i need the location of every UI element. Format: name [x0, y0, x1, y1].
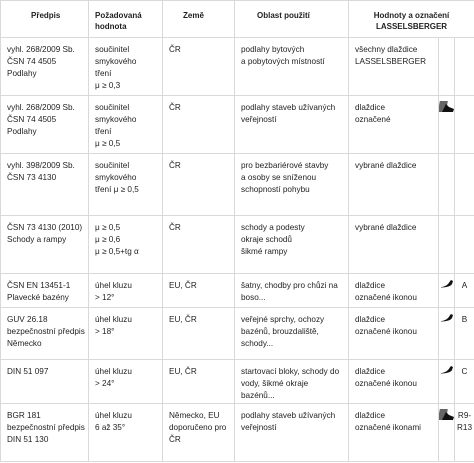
- table-row: [1, 96, 474, 154]
- cell-hodnoty: [349, 404, 439, 462]
- cell-predpis: [1, 308, 89, 360]
- cell-icon: [439, 38, 455, 96]
- cell-text: dlaždice označené ikonou: [355, 281, 417, 302]
- cell-hodnota: [89, 404, 163, 462]
- cell-text: dlaždice označené ikonou: [355, 315, 417, 336]
- cell-text: vyhl. 268/2009 Sb. ČSN 74 4505 Podlahy: [7, 45, 75, 78]
- cell-text: μ ≥ 0,5 μ ≥ 0,6 μ ≥ 0,5+tg α: [95, 223, 139, 256]
- cell-text: vybrané dlaždice: [355, 161, 417, 170]
- cell-text: veřejné sprchy, ochozy bazénů, brouzdaliště, schody...: [241, 315, 325, 348]
- cell-hodnota: [89, 154, 163, 216]
- class-label: C: [461, 367, 468, 376]
- foot-icon: [440, 367, 454, 376]
- cell-hodnoty: [349, 38, 439, 96]
- cell-icon: [439, 308, 455, 360]
- cell-text: součinitel smykového tření μ ≥ 0,3: [95, 45, 137, 90]
- shoe-tile-icon: [439, 107, 455, 116]
- class-label: R9- R13: [456, 411, 473, 432]
- cell-text: dlaždice označené ikonami: [355, 411, 421, 432]
- cell-predpis: [1, 38, 89, 96]
- cell-hodnoty: [349, 274, 439, 308]
- cell-icon: [439, 216, 455, 274]
- table-row: [1, 308, 474, 360]
- cell-zeme: [163, 360, 235, 404]
- cell-text: vyhl. 268/2009 Sb. ČSN 74 4505 Podlahy: [7, 103, 75, 136]
- cell-text: vyhl. 398/2009 Sb. ČSN 73 4130: [7, 161, 75, 182]
- cell-text: EU, ČR: [169, 315, 197, 324]
- cell-text: dlaždice označené: [355, 103, 391, 124]
- cell-text: podlahy staveb užívaných veřejností: [241, 411, 336, 432]
- cell-icon: [439, 96, 455, 154]
- header-predpis: Předpis: [1, 1, 89, 38]
- shoe-icon: [439, 415, 455, 424]
- cell-hodnota: [89, 274, 163, 308]
- cell-oblast: [235, 216, 349, 274]
- cell-text: ČR: [169, 161, 181, 170]
- cell-predpis: [1, 154, 89, 216]
- cell-oblast: [235, 360, 349, 404]
- cell-zeme: [163, 38, 235, 96]
- table-row: [1, 404, 474, 462]
- cell-oblast: [235, 274, 349, 308]
- header-zeme: Země: [163, 1, 235, 38]
- header-row: [1, 1, 474, 38]
- cell-text: GUV 26.18 bezpečnostní předpis Německo: [7, 315, 85, 348]
- cell-hodnoty: [349, 308, 439, 360]
- class-label: B: [461, 315, 468, 324]
- cell-trida: [455, 404, 474, 462]
- cell-text: dlaždice označené ikonou: [355, 367, 417, 388]
- cell-oblast: [235, 404, 349, 462]
- cell-text: vybrané dlaždice: [355, 223, 417, 232]
- class-label: A: [461, 281, 468, 290]
- table-row: [1, 360, 474, 404]
- cell-trida: [455, 96, 474, 154]
- cell-text: podlahy bytových a pobytových místností: [241, 45, 325, 66]
- cell-hodnota: [89, 360, 163, 404]
- cell-predpis: [1, 274, 89, 308]
- cell-oblast: [235, 308, 349, 360]
- class-label: [455, 216, 474, 222]
- cell-hodnoty: [349, 216, 439, 274]
- cell-text: ČR: [169, 223, 181, 232]
- cell-text: EU, ČR: [169, 367, 197, 376]
- class-label: [455, 154, 474, 160]
- cell-hodnota: [89, 96, 163, 154]
- cell-text: úhel kluzu > 12°: [95, 281, 132, 302]
- cell-text: ČSN 73 4130 (2010) Schody a rampy: [7, 223, 83, 244]
- cell-trida: [455, 38, 474, 96]
- cell-zeme: [163, 274, 235, 308]
- cell-predpis: [1, 360, 89, 404]
- cell-text: ČR: [169, 45, 181, 54]
- cell-trida: [455, 274, 474, 308]
- cell-icon: [439, 360, 455, 404]
- class-label: [455, 96, 474, 102]
- cell-text: součinitel smykového tření μ ≥ 0,5: [95, 161, 139, 194]
- cell-predpis: [1, 216, 89, 274]
- cell-text: úhel kluzu > 18°: [95, 315, 132, 336]
- table-row: [1, 216, 474, 274]
- foot-icon: [440, 281, 454, 290]
- header-hodnota: Požadovaná hodnota: [89, 1, 163, 38]
- cell-text: ČR: [169, 103, 181, 112]
- cell-text: EU, ČR: [169, 281, 197, 290]
- class-label: [455, 38, 474, 44]
- header-oblast: Oblast použití: [235, 1, 349, 38]
- cell-oblast: [235, 154, 349, 216]
- table-row: [1, 154, 474, 216]
- cell-oblast: [235, 38, 349, 96]
- table-row: [1, 274, 474, 308]
- cell-text: pro bezbariérové stavby a osoby se sníženou schopností pohybu: [241, 161, 329, 194]
- cell-hodnota: [89, 38, 163, 96]
- cell-text: BGR 181 bezpečnostní předpis DIN 51 130: [7, 411, 85, 444]
- cell-text: schody a podesty okraje schodů šikmé rampy: [241, 223, 305, 256]
- cell-zeme: [163, 154, 235, 216]
- cell-zeme: [163, 404, 235, 462]
- cell-hodnota: [89, 216, 163, 274]
- cell-text: Německo, EU doporučeno pro ČR: [169, 411, 227, 444]
- cell-trida: [455, 154, 474, 216]
- cell-trida: [455, 308, 474, 360]
- cell-hodnota: [89, 308, 163, 360]
- cell-hodnoty: [349, 96, 439, 154]
- cell-text: šatny, chodby pro chůzi na boso...: [241, 281, 338, 302]
- cell-text: úhel kluzu 6 až 35°: [95, 411, 132, 432]
- table-row: [1, 38, 474, 96]
- cell-hodnoty: [349, 360, 439, 404]
- cell-text: ČSN EN 13451-1 Plavecké bazény: [7, 281, 71, 302]
- foot-icon: [440, 315, 454, 324]
- cell-oblast: [235, 96, 349, 154]
- cell-text: podlahy staveb užívaných veřejností: [241, 103, 336, 124]
- cell-zeme: [163, 216, 235, 274]
- cell-icon: [439, 154, 455, 216]
- cell-icon: [439, 274, 455, 308]
- cell-text: DIN 51 097: [7, 367, 49, 376]
- cell-text: součinitel smykového tření μ ≥ 0,5: [95, 103, 137, 148]
- cell-zeme: [163, 308, 235, 360]
- cell-text: všechny dlaždice LASSELSBERGER: [355, 45, 426, 66]
- cell-predpis: [1, 404, 89, 462]
- cell-icon: [439, 404, 455, 462]
- cell-trida: [455, 216, 474, 274]
- cell-zeme: [163, 96, 235, 154]
- cell-hodnoty: [349, 154, 439, 216]
- header-hodnoty: Hodnoty a označení LASSELSBERGER: [349, 1, 474, 38]
- cell-trida: [455, 360, 474, 404]
- cell-text: úhel kluzu > 24°: [95, 367, 132, 388]
- cell-predpis: [1, 96, 89, 154]
- cell-text: startovací bloky, schody do vody, šikmé okraje bazénů...: [241, 367, 340, 400]
